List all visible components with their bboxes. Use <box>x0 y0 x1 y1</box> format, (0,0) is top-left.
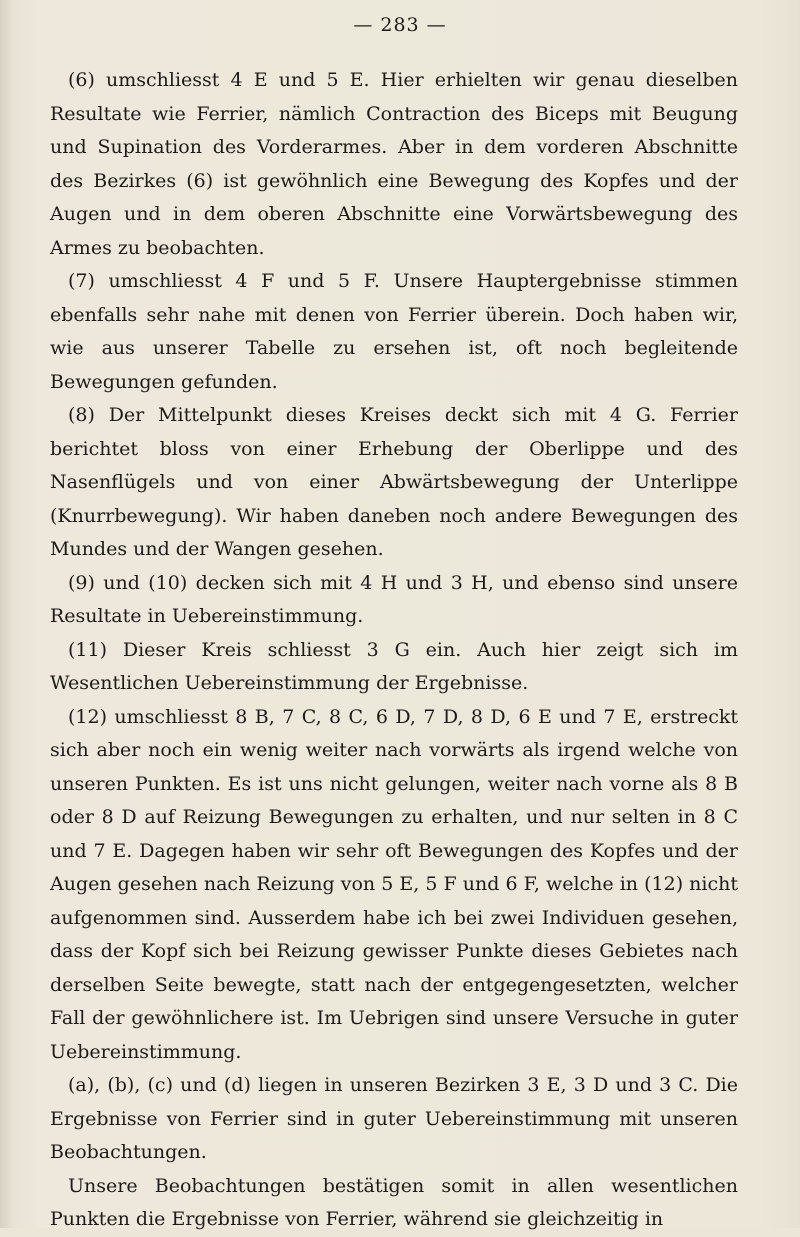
paragraph-12: (12) umschliesst 8 B, 7 C, 8 C, 6 D, 7 D, 8 D, 6 E und 7 E, erstreckt sich aber noch ein wenig weiter nach vorwärts als irgend welche von unseren Punkten. Es ist uns nicht gelungen, weiter nach vorne als 8 B oder 8 D auf Reizung Bewegungen zu erhalten, und nur selten in 8 C und 7 E. Dagegen haben wir sehr oft Bewegungen des Kopfes und der Augen gesehen nach Reizung von 5 E, 5 F und 6 F, welche in (12) nicht aufgenommen sind. Ausserdem habe ich bei zwei Individuen gesehen, dass der Kopf sich bei Reizung gewisser Punkte dieses Gebietes nach derselben Seite bewegte, statt nach der entgegengesetzten, welcher Fall der gewöhnlichere ist. Im Uebrigen sind unsere Versuche in guter Uebereinstimmung. <box>50 705 738 1063</box>
paragraph-a-d: (a), (b), (c) und (d) liegen in unseren Bezirken 3 E, 3 D und 3 C. Die Ergebnisse von Ferrier sind in guter Uebereinstimmung mit unseren Beobachtungen. <box>50 1074 738 1163</box>
paragraph-summary: Unsere Beobachtungen bestätigen somit in allen wesentlichen Punkten die Ergebnisse von Ferrier, während sie gleichzeitig in <box>50 1174 738 1230</box>
paragraph-8: (8) Der Mittelpunkt dieses Kreises deckt sich mit 4 G. Ferrier berichtet bloss von einer Erhebung der Oberlippe und des Nasenflügels und von einer Abwärtsbewegung der Unterlippe (Knurrbewegung). Wir haben daneben noch andere Bewegungen des Mundes und der Wangen gesehen. <box>50 404 738 560</box>
paragraph-9-10: (9) und (10) decken sich mit 4 H und 3 H, und ebenso sind unsere Resultate in Uebereinstimmung. <box>50 571 738 627</box>
paragraph-6: (6) umschliesst 4 E und 5 E. Hier erhielten wir genau dieselben Resultate wie Ferrier, nämlich Contraction des Biceps mit Beugung und Supination des Vorderarmes. Aber in dem vorderen Abschnitte des Bezirkes (6) ist gewöhnlich eine Bewegung des Kopfes und der Augen und in dem oberen Abschnitte eine Vorwärtsbewegung des Armes zu beobachten. <box>50 69 738 259</box>
paragraph-11: (11) Dieser Kreis schliesst 3 G ein. Auch hier zeigt sich im Wesentlichen Uebereinstimmung der Ergebnisse. <box>50 638 738 694</box>
paragraph-7: (7) umschliesst 4 F und 5 F. Unsere Hauptergebnisse stimmen ebenfalls sehr nahe mit denen von Ferrier überein. Doch haben wir, wie aus unserer Tabelle zu ersehen ist, oft noch begleitende Bewegungen gefunden. <box>50 270 738 393</box>
body-text <box>50 64 738 1237</box>
page-number: — 283 — <box>353 14 447 36</box>
